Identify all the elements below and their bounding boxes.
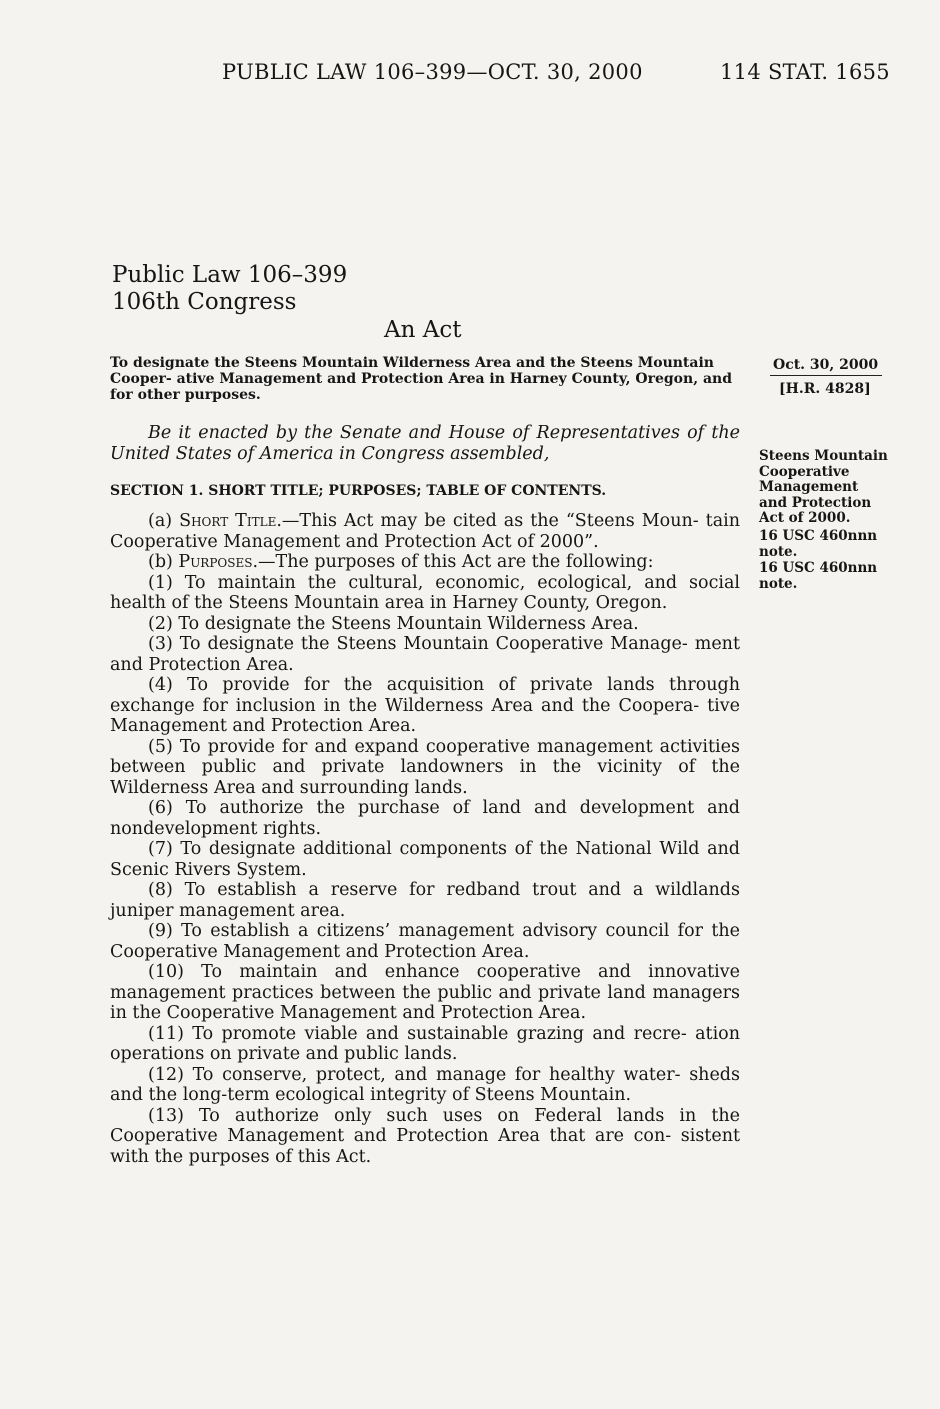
subsection-b: (b) Purposes.—The purposes of this Act are the following: — [148, 552, 654, 572]
purpose-2: (2) To designate the Steens Mountain Wilderness Area. — [148, 613, 639, 634]
purpose-11: (11) To promote viable and sustainable grazing and recre- ation operations on private and public lands. — [110, 1023, 740, 1064]
purpose-12: (12) To conserve, protect, and manage for healthy water- sheds and the long-term ecological integrity of Steens Mountain. — [110, 1064, 740, 1105]
purpose-4: (4) To provide for the acquisition of private lands through exchange for inclusion in the Wilderness Area and the Coopera- tive Management and Protection Area. — [110, 675, 740, 736]
purpose-1: (1) To maintain the cultural, economic, ecological, and social health of the Steens Mountain area in Harney County, Oregon. — [110, 572, 740, 613]
purpose-13: (13) To authorize only such uses on Federal lands in the Cooperative Management and Protection Area that are con- sistent with the purposes of this Act. — [110, 1105, 740, 1167]
purpose-6: (6) To authorize the purchase of land and development and nondevelopment rights. — [110, 798, 740, 839]
margin-note-short-title: Steens Mountain Cooperative Management and Protection Act of 2000. — [759, 448, 888, 526]
purpose-7: (7) To designate additional components of the National Wild and Scenic Rivers System. — [110, 839, 740, 880]
margin-note-usc-2: 16 USC 460nnn note. — [759, 560, 878, 592]
running-header-page: 114 STAT. 1655 — [720, 60, 890, 84]
purpose-9: (9) To establish a citizens’ management advisory council for the Cooperative Management and Protection Area. — [110, 921, 740, 962]
subsection-a: (a) Short Title.—This Act may be cited as the “Steens Moun- tain Cooperative Management and Protection Act of 2000”. — [110, 511, 740, 552]
section-heading: SECTION 1. SHORT TITLE; PURPOSES; TABLE OF CONTENTS. — [110, 483, 607, 499]
running-header-left: PUBLIC LAW 106–399—OCT. 30, 2000 — [222, 60, 643, 84]
purpose-8: (8) To establish a reserve for redband trout and a wildlands juniper management area. — [110, 880, 740, 921]
enactment-date: Oct. 30, 2000 — [773, 357, 879, 373]
purpose-3: (3) To designate the Steens Mountain Cooperative Manage- ment and Protection Area. — [110, 634, 740, 675]
act-heading: An Act — [384, 317, 462, 343]
public-law-number: Public Law 106–399 — [112, 262, 348, 288]
purpose-10: (10) To maintain and enhance cooperative and innovative management practices between the public and private land managers in the Cooperative Management and Protection Area. — [110, 962, 740, 1023]
margin-note-usc-1: 16 USC 460nnn note. — [759, 528, 878, 560]
purpose-5: (5) To provide for and expand cooperative management activities between public and private landowners in the vicinity of the Wilderness Area and surrounding lands. — [110, 736, 740, 798]
bill-number: [H.R. 4828] — [779, 381, 871, 397]
congress-number: 106th Congress — [112, 289, 297, 315]
enacting-clause: Be it enacted by the Senate and House of Representatives of the United States of America in Congress assembled, — [110, 423, 740, 464]
margin-rule — [770, 375, 882, 376]
long-title: To designate the Steens Mountain Wilderness Area and the Steens Mountain Cooper- ative Management and Protection Area in Harney County, Oregon, and for other purposes. — [110, 355, 732, 403]
section-body — [110, 511, 740, 1167]
